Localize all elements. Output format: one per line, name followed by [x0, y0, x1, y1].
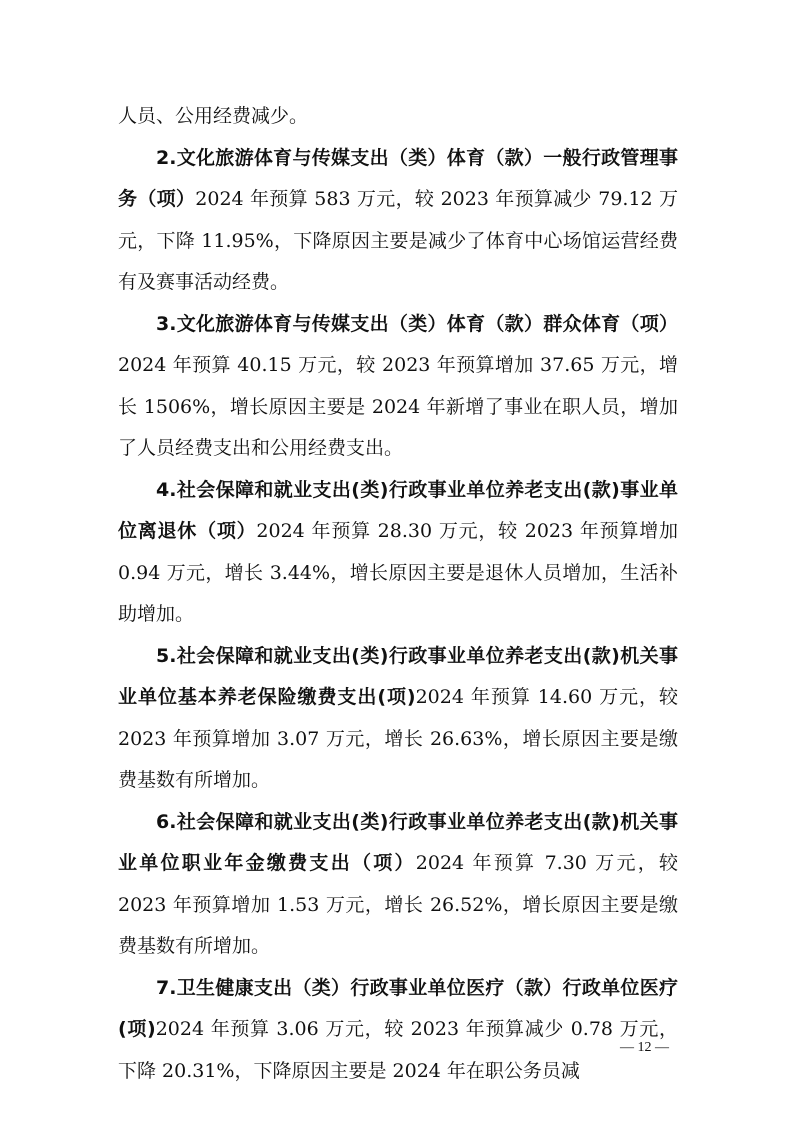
item-3-paragraph [118, 304, 678, 470]
item-2-paragraph [118, 138, 678, 304]
item-7-heading: 7.卫生健康支出（类）行政事业单位医疗（款）行政单位医疗(项) [118, 976, 678, 1040]
item-7-paragraph [118, 968, 678, 1093]
item-3-body: 2024 年预算 40.15 万元，较 2023 年预算增加 37.65 万元，增长 1506%，增长原因主要是 2024 年新增了事业在职人员，增加了人员经费支出和公用经费支出。 [118, 354, 678, 459]
document-page [118, 96, 678, 1092]
item-4-heading: 4.社会保障和就业支出(类)行政事业单位养老支出(款)事业单位离退休（项） [118, 478, 678, 542]
item-4-paragraph [118, 470, 678, 636]
item-3-heading: 3.文化旅游体育与传媒支出（类）体育（款）群众体育（项） [156, 312, 678, 335]
item-6-paragraph [118, 802, 678, 968]
item-2-heading: 2.文化旅游体育与传媒支出（类）体育（款）一般行政管理事务（项） [118, 146, 678, 210]
item-5-paragraph [118, 636, 678, 802]
item-2-body: 2024 年预算 583 万元，较 2023 年预算减少 79.12 万元，下降 11.95%，下降原因主要是减少了体育中心场馆运营经费有及赛事活动经费。 [118, 188, 678, 293]
continuation-paragraph: 人员、公用经费减少。 [118, 105, 309, 127]
item-5-body: 2024 年预算 14.60 万元，较 2023 年预算增加 3.07 万元，增长 26.63%，增长原因主要是缴费基数有所增加。 [118, 686, 678, 791]
item-4-body: 2024 年预算 28.30 万元，较 2023 年预算增加 0.94 万元，增长 3.44%，增长原因主要是退休人员增加，生活补助增加。 [118, 520, 678, 625]
page-number: — 12 — [620, 1040, 669, 1055]
item-6-body: 2024 年预算 7.30 万元，较 2023 年预算增加 1.53 万元，增长 26.52%，增长原因主要是缴费基数有所增加。 [118, 852, 678, 957]
item-7-body: 2024 年预算 3.06 万元，较 2023 年预算减少 0.78 万元，下降 20.31%，下降原因主要是 2024 年在职公务员减 [118, 1018, 678, 1082]
item-6-heading: 6.社会保障和就业支出(类)行政事业单位养老支出(款)机关事业单位职业年金缴费支出（项） [118, 810, 678, 874]
item-5-heading: 5.社会保障和就业支出(类)行政事业单位养老支出(款)机关事业单位基本养老保险缴费支出(项) [118, 644, 678, 708]
